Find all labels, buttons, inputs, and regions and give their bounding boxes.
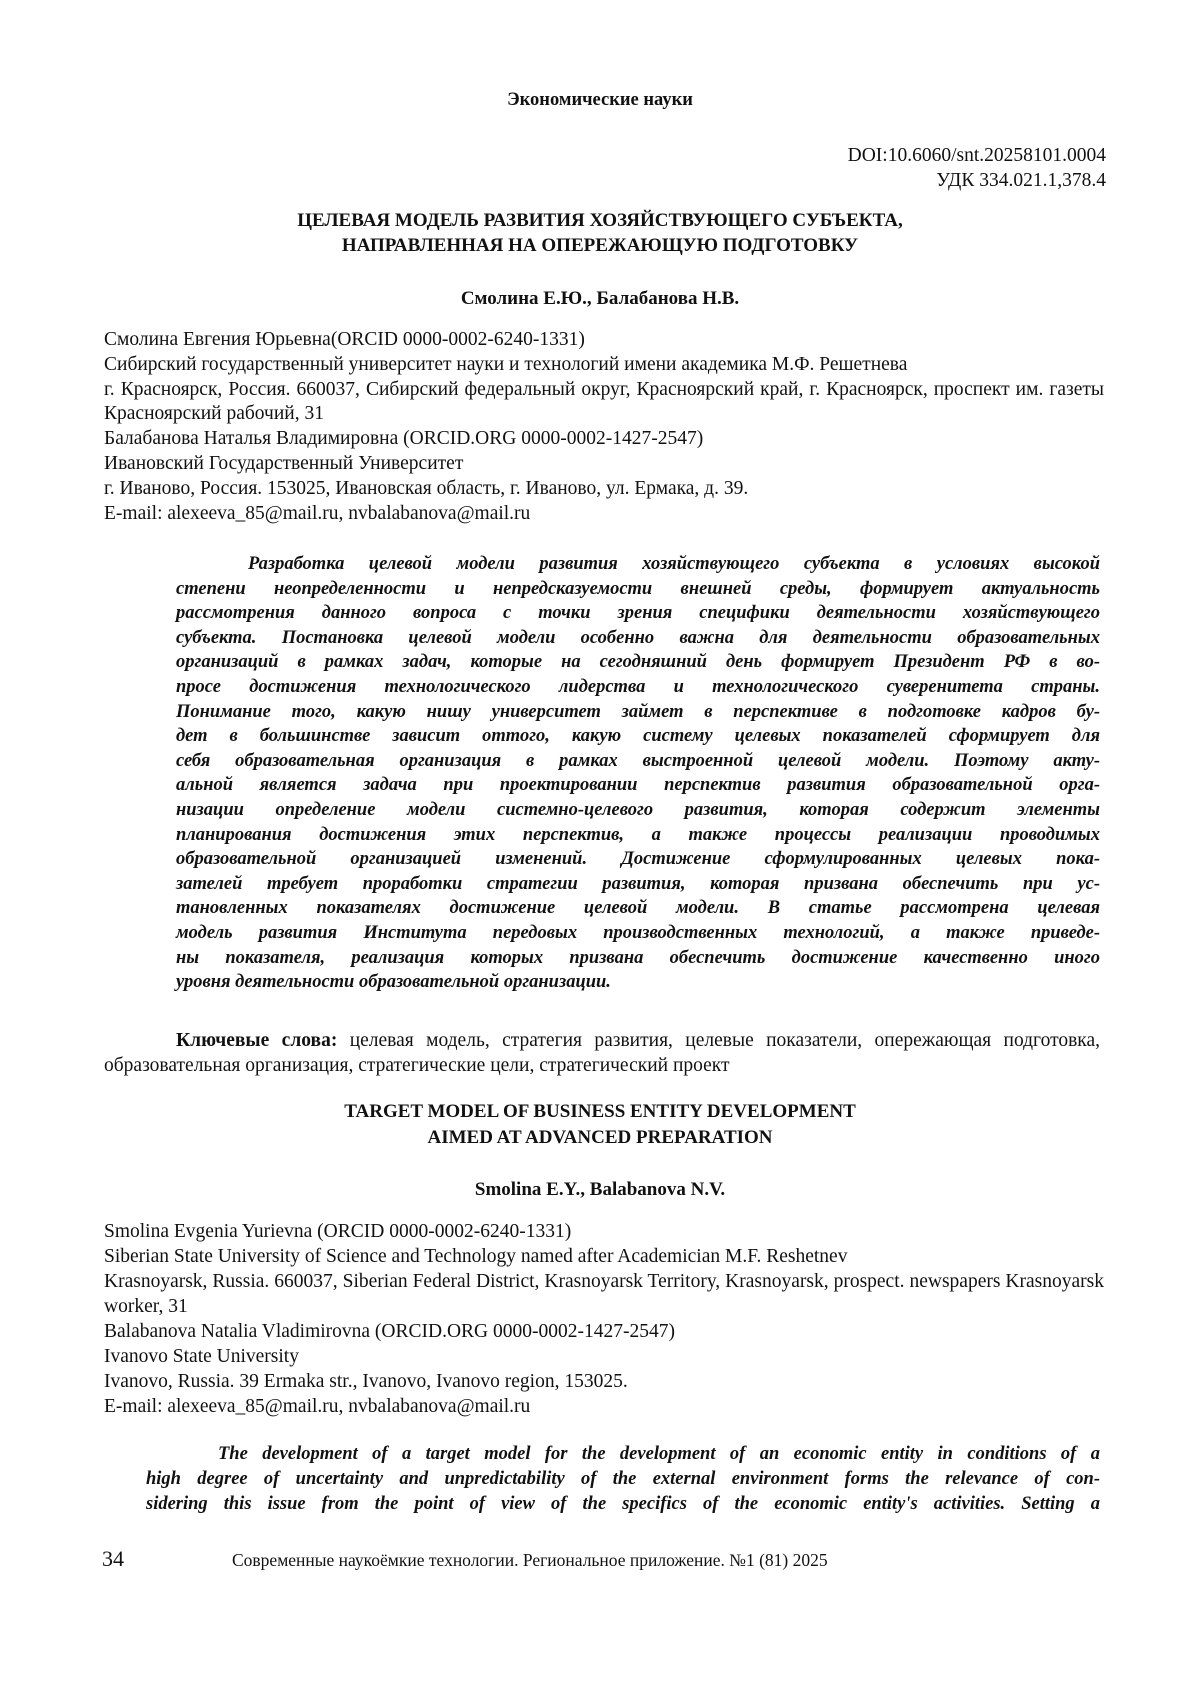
journal-footer: Современные наукоёмкие технологии. Региональное приложение. №1 (81) 2025	[232, 1550, 828, 1570]
ru-abstract-line: уровня деятельности образовательной организации.	[176, 972, 611, 993]
ru-abstract-line: Разработка целевой модели развития хозяйствующего субъекта в условиях высокой	[248, 554, 1100, 574]
ru-abstract-line: тановленных показателях достижение целевой модели. В статье рассмотрена целевая	[176, 898, 1100, 919]
ru-abstract-line: организаций в рамках задач, которые на сегодняшний день формирует Президент РФ в во-	[176, 652, 1100, 673]
ru-author1-affiliation: Сибирский государственный университет науки и технологий имени академика М.Ф. Решетнева	[104, 353, 908, 375]
ru-authors: Смолина Е.Ю., Балабанова Н.В.	[460, 288, 740, 309]
ru-abstract-line: ны показателя, реализация которых призвана обеспечить достижение качественно иного	[176, 947, 1100, 968]
en-abstract	[146, 1442, 1100, 1517]
en-abstract-line: The development of a target model for the development of an economic entity in conditions of a	[218, 1444, 1100, 1464]
ru-author-info	[104, 328, 1104, 526]
ru-title-line: ЦЕЛЕВАЯ МОДЕЛЬ РАЗВИТИЯ ХОЗЯЙСТВУЮЩЕГО СУБЪЕКТА,	[297, 210, 903, 231]
en-abstract-line: sidering this issue from the point of view of the specifics of the economic entity's activities. Setting a	[146, 1494, 1100, 1514]
ru-abstract-line: себя образовательная организация в рамках выстроенной целевой модели. Поэтому акту-	[176, 750, 1100, 771]
en-article-title	[100, 1099, 1100, 1150]
en-title-line: AIMED AT ADVANCED PREPARATION	[427, 1126, 773, 1148]
en-author2-address: Ivanovo, Russia. 39 Ermaka str., Ivanovo, Ivanovo region, 153025.	[104, 1371, 628, 1392]
en-author-info	[104, 1219, 1104, 1419]
en-author2-name: Balabanova Natalia Vladimirovna (ORCID.ORG 0000-0002-1427-2547)	[104, 1321, 675, 1342]
en-abstract-line: high degree of uncertainty and unpredictability of the external environment forms the relevance of con-	[146, 1469, 1100, 1489]
doi: DOI:10.6060/snt.20258101.0004	[847, 145, 1106, 166]
ru-abstract-line: просе достижения технологического лидерства и технологического суверенитета страны.	[176, 676, 1100, 697]
ru-author2-affiliation: Ивановский Государственный Университет	[104, 452, 464, 474]
en-author1-affiliation: Siberian State University of Science and Technology named after Academician M.F. Reshetnev	[104, 1246, 848, 1267]
udc: УДК 334.021.1,378.4	[936, 170, 1106, 191]
ru-abstract-line: альной является задача при проектировании перспектив развития образовательной орга-	[176, 775, 1100, 796]
en-author1-address: Krasnoyarsk, Russia. 660037, Siberian Federal District, Krasnoyarsk Territory, Krasnoyarsk, prospect. newspapers Krasnoyarsk worker, 31	[104, 1271, 1104, 1317]
ru-author1-name: Смолина Евгения Юрьевна(ORCID 0000-0002-6240-1331)	[104, 329, 585, 350]
ru-abstract-line: образовательной организацией изменений. Достижение сформулированных целевых пока-	[176, 849, 1100, 870]
ru-abstract-line: низации определение модели системно-целевого развития, которая содержит элементы	[176, 799, 1100, 820]
ru-abstract-line: степени неопределенности и непредсказуемости внешней среды, формирует актуальность	[176, 578, 1100, 599]
ru-abstract-line: субъекта. Постановка целевой модели особенно важна для деятельности образовательных	[176, 627, 1100, 648]
en-author2-affiliation: Ivanovo State University	[104, 1346, 299, 1367]
ru-abstract-line: дет в большинстве зависит оттого, какую систему целевых показателей сформирует для	[176, 726, 1100, 747]
ru-abstract-line: планирования достижения этих перспектив, а также процессы реализации проводимых	[176, 824, 1100, 845]
en-authors: Smolina E.Y., Balabanova N.V.	[474, 1179, 726, 1200]
section-title: Экономические науки	[507, 90, 693, 110]
ru-email: E-mail: alexeeva_85@mail.ru, nvbalabanova@mail.ru	[104, 502, 531, 524]
ru-author2-name: Балабанова Наталья Владимировна (ORCID.ORG 0000-0002-1427-2547)	[104, 428, 704, 450]
ru-abstract-line: Понимание того, какую нишу университет займет в перспективе в подготовке кадров бу-	[176, 701, 1100, 722]
ru-title-line: НАПРАВЛЕННАЯ НА ОПЕРЕЖАЮЩУЮ ПОДГОТОВКУ	[341, 235, 859, 256]
en-title-line: TARGET MODEL OF BUSINESS ENTITY DEVELOPMENT	[344, 1101, 856, 1122]
ru-keywords	[104, 1029, 1100, 1078]
en-author1-name: Smolina Evgenia Yurievna (ORCID 0000-0002-6240-1331)	[104, 1221, 572, 1242]
identifiers	[848, 143, 1106, 193]
page-number: 34	[102, 1546, 124, 1571]
en-email: E-mail: alexeeva_85@mail.ru, nvbalabanova@mail.ru	[104, 1396, 531, 1417]
ru-keywords-label: Ключевые слова:	[176, 1030, 338, 1051]
ru-keywords-text: целевая модель, стратегия развития, целевые показатели, опережающая подготовка, образовательная организация, стратегические цели, стратегический проект	[104, 1030, 1100, 1076]
ru-article-title	[100, 208, 1100, 258]
ru-abstract-line: рассмотрения данного вопроса с точки зрения специфики деятельности хозяйствующего	[176, 603, 1100, 624]
ru-abstract-line: зателей требует проработки стратегии развития, которая призвана обеспечить при ус-	[176, 873, 1100, 894]
ru-abstract	[176, 552, 1100, 995]
ru-author1-address: г. Красноярск, Россия. 660037, Сибирский федеральный округ, Красноярский край, г. Красноярск, проспект им. газеты Красноярский рабочий, 31	[104, 378, 1104, 425]
ru-abstract-line: модель развития Института передовых производственных технологий, а также приведе-	[176, 922, 1100, 943]
ru-author2-address: г. Иваново, Россия. 153025, Ивановская область, г. Иваново, ул. Ермака, д. 39.	[104, 477, 749, 499]
